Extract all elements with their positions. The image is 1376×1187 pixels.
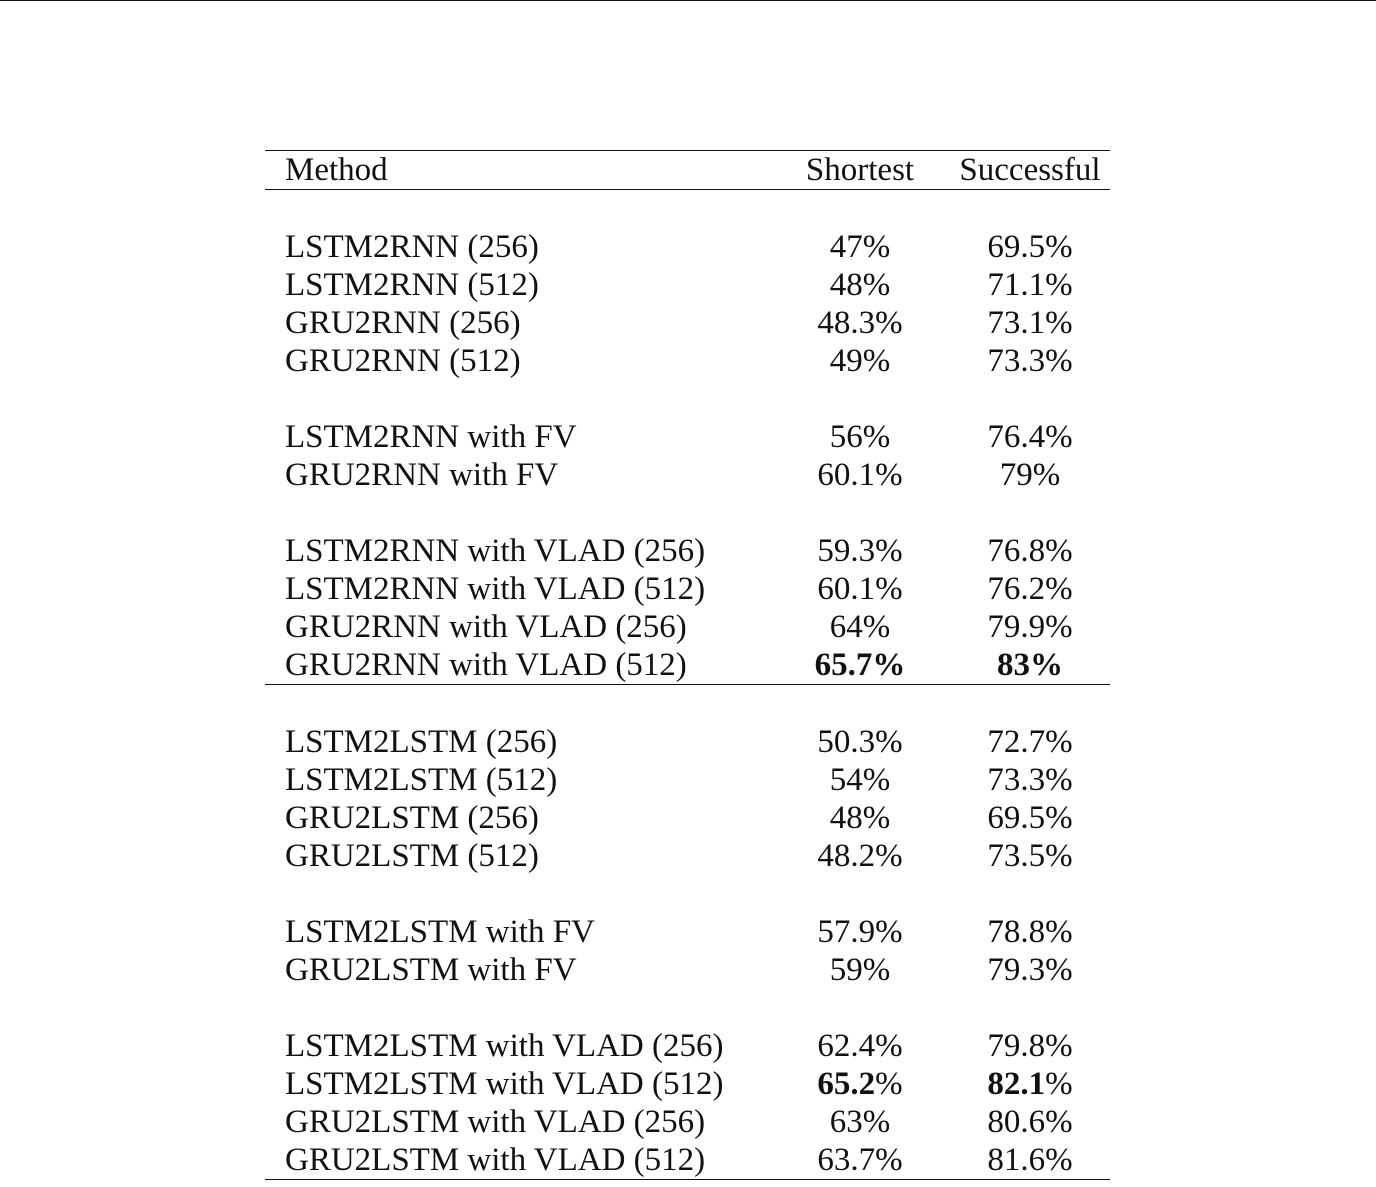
bold-value: 83% bbox=[997, 647, 1063, 683]
successful-cell-best bbox=[950, 646, 1110, 685]
method-cell: LSTM2LSTM with VLAD (512) bbox=[285, 1066, 724, 1102]
table-row bbox=[265, 418, 1110, 456]
successful-cell: 80.6% bbox=[987, 1104, 1073, 1140]
method-cell: LSTM2LSTM with VLAD (256) bbox=[285, 1028, 724, 1064]
successful-cell: 76.2% bbox=[987, 571, 1073, 607]
value-suffix: % bbox=[875, 1066, 903, 1102]
successful-cell: 79% bbox=[999, 457, 1061, 493]
method-cell: GRU2LSTM with VLAD (512) bbox=[285, 1142, 706, 1178]
table-row bbox=[265, 570, 1110, 608]
successful-cell: 73.5% bbox=[987, 838, 1073, 874]
method-cell: GRU2RNN (512) bbox=[285, 343, 521, 379]
table-row bbox=[265, 608, 1110, 646]
shortest-cell: 54% bbox=[829, 762, 891, 798]
table-row-best-lstm bbox=[265, 1065, 1110, 1103]
successful-cell: 69.5% bbox=[987, 800, 1073, 836]
shortest-cell: 59.3% bbox=[817, 533, 903, 569]
shortest-cell: 60.1% bbox=[817, 571, 903, 607]
method-cell: GRU2RNN (256) bbox=[285, 305, 521, 341]
method-cell: GRU2LSTM with FV bbox=[285, 952, 577, 988]
table-row bbox=[265, 1103, 1110, 1141]
shortest-cell: 47% bbox=[829, 229, 891, 265]
spacer-row bbox=[265, 380, 1110, 418]
results-table bbox=[265, 150, 1110, 1180]
shortest-cell: 48% bbox=[829, 800, 891, 836]
shortest-cell-best bbox=[770, 1065, 950, 1103]
table-row bbox=[265, 799, 1110, 837]
table-row-best-rnn bbox=[265, 646, 1110, 685]
method-cell: GRU2RNN with FV bbox=[285, 457, 559, 493]
shortest-cell: 49% bbox=[829, 343, 891, 379]
value-suffix: % bbox=[1045, 1066, 1073, 1102]
table-row bbox=[265, 913, 1110, 951]
table-row bbox=[265, 723, 1110, 761]
header-successful: Successful bbox=[959, 152, 1101, 188]
section-rnn-decoders bbox=[265, 190, 1110, 685]
method-cell: LSTM2RNN (512) bbox=[285, 267, 539, 303]
successful-cell: 81.6% bbox=[987, 1142, 1073, 1178]
successful-cell: 76.4% bbox=[987, 419, 1073, 455]
method-cell: LSTM2LSTM with FV bbox=[285, 914, 595, 950]
successful-cell: 78.8% bbox=[987, 914, 1073, 950]
shortest-cell: 57.9% bbox=[817, 914, 903, 950]
method-cell: GRU2RNN with VLAD (256) bbox=[285, 609, 687, 645]
shortest-cell: 64% bbox=[829, 609, 891, 645]
successful-cell: 76.8% bbox=[987, 533, 1073, 569]
bold-value: 65.2 bbox=[817, 1066, 876, 1102]
table-row bbox=[265, 1141, 1110, 1180]
spacer-row bbox=[265, 685, 1110, 724]
shortest-cell: 48.2% bbox=[817, 838, 903, 874]
bold-value: 65.7% bbox=[814, 647, 906, 683]
successful-cell: 69.5% bbox=[987, 229, 1073, 265]
page-top-rule bbox=[0, 0, 1376, 1]
method-cell: LSTM2LSTM (512) bbox=[285, 762, 558, 798]
table-header bbox=[265, 151, 1110, 190]
shortest-cell: 63.7% bbox=[817, 1142, 903, 1178]
shortest-cell: 56% bbox=[829, 419, 891, 455]
table-row bbox=[265, 837, 1110, 875]
method-cell: LSTM2RNN with VLAD (512) bbox=[285, 571, 706, 607]
successful-cell: 72.7% bbox=[987, 724, 1073, 760]
section-lstm-decoders bbox=[265, 685, 1110, 1180]
shortest-cell: 48.3% bbox=[817, 305, 903, 341]
method-cell: LSTM2RNN with FV bbox=[285, 419, 577, 455]
method-cell: GRU2LSTM with VLAD (256) bbox=[285, 1104, 706, 1140]
table-row bbox=[265, 951, 1110, 989]
table-row bbox=[265, 761, 1110, 799]
table-row bbox=[265, 304, 1110, 342]
table-row bbox=[265, 1027, 1110, 1065]
successful-cell: 71.1% bbox=[987, 267, 1073, 303]
spacer-row bbox=[265, 190, 1110, 229]
shortest-cell: 60.1% bbox=[817, 457, 903, 493]
shortest-cell: 59% bbox=[829, 952, 891, 988]
header-shortest: Shortest bbox=[805, 152, 915, 188]
table-row bbox=[265, 266, 1110, 304]
method-cell: GRU2LSTM (512) bbox=[285, 838, 539, 874]
shortest-cell: 50.3% bbox=[817, 724, 903, 760]
bold-value: 82.1 bbox=[987, 1066, 1046, 1102]
shortest-cell: 63% bbox=[829, 1104, 891, 1140]
table-row bbox=[265, 456, 1110, 494]
successful-cell-best bbox=[950, 1065, 1110, 1103]
table-row bbox=[265, 228, 1110, 266]
header-method: Method bbox=[285, 152, 388, 188]
successful-cell: 79.3% bbox=[987, 952, 1073, 988]
method-cell: LSTM2LSTM (256) bbox=[285, 724, 558, 760]
method-cell: LSTM2RNN (256) bbox=[285, 229, 539, 265]
header-row bbox=[265, 151, 1110, 190]
successful-cell: 73.1% bbox=[987, 305, 1073, 341]
method-cell: GRU2RNN with VLAD (512) bbox=[285, 647, 687, 683]
method-cell: GRU2LSTM (256) bbox=[285, 800, 539, 836]
shortest-cell-best bbox=[770, 646, 950, 685]
table-row bbox=[265, 342, 1110, 380]
shortest-cell: 62.4% bbox=[817, 1028, 903, 1064]
spacer-row bbox=[265, 494, 1110, 532]
successful-cell: 73.3% bbox=[987, 762, 1073, 798]
shortest-cell: 48% bbox=[829, 267, 891, 303]
successful-cell: 79.9% bbox=[987, 609, 1073, 645]
successful-cell: 73.3% bbox=[987, 343, 1073, 379]
successful-cell: 79.8% bbox=[987, 1028, 1073, 1064]
table-row bbox=[265, 532, 1110, 570]
spacer-row bbox=[265, 875, 1110, 913]
method-cell: LSTM2RNN with VLAD (256) bbox=[285, 533, 706, 569]
spacer-row bbox=[265, 989, 1110, 1027]
